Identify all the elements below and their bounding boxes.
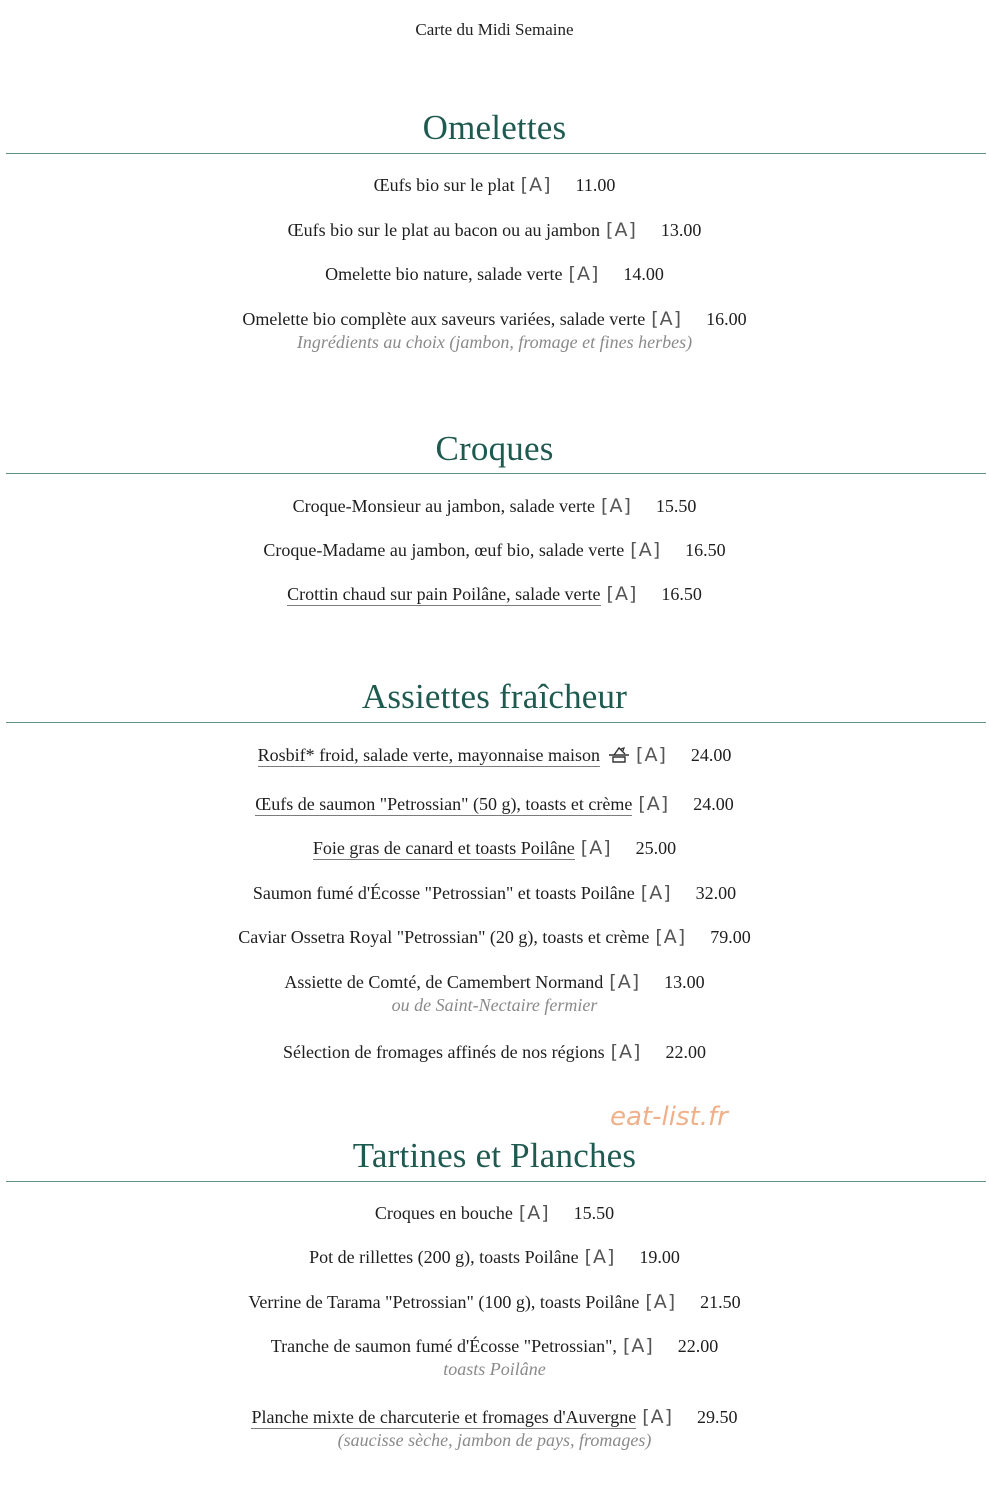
item-price: 24.00 bbox=[693, 794, 734, 814]
menu-item bbox=[0, 970, 989, 1016]
allergen-marker: [A] bbox=[568, 263, 600, 285]
item-price: 16.50 bbox=[685, 540, 726, 560]
item-name: Croque-Madame au jambon, œuf bio, salade verte bbox=[263, 540, 625, 560]
section-croques bbox=[0, 429, 989, 469]
allergen-marker: [A] bbox=[642, 1406, 674, 1428]
item-price: 24.00 bbox=[690, 745, 732, 765]
menu-item bbox=[0, 743, 989, 767]
menu-item bbox=[0, 1245, 989, 1269]
section-omelettes bbox=[0, 108, 989, 148]
allergen-marker: [A] bbox=[609, 971, 641, 993]
item-name: Verrine de Tarama "Petrossian" (100 g), toasts Poilâne bbox=[248, 1292, 640, 1312]
item-name: Œufs de saumon "Petrossian" (50 g), toasts et crème bbox=[255, 794, 633, 814]
allergen-marker: [A] bbox=[655, 926, 687, 948]
allergen-marker: [A] bbox=[584, 1246, 616, 1268]
menu-item bbox=[0, 836, 989, 860]
item-name: Sélection de fromages affinés de nos régions bbox=[283, 1042, 605, 1062]
item-name: Foie gras de canard et toasts Poilâne bbox=[312, 838, 575, 858]
section-divider bbox=[6, 1181, 986, 1182]
item-name: Saumon fumé d'Écosse "Petrossian" et toasts Poilâne bbox=[252, 883, 635, 903]
item-name: Assiette de Comté, de Camembert Normand bbox=[284, 972, 604, 992]
item-price: 22.00 bbox=[665, 1042, 706, 1062]
item-name: Rosbif* froid, salade verte, mayonnaise maison bbox=[257, 745, 601, 765]
menu-item bbox=[0, 1201, 989, 1225]
item-name: Œufs bio sur le plat au bacon ou au jambon bbox=[287, 220, 601, 240]
menu-item bbox=[0, 925, 989, 949]
menu-item bbox=[0, 494, 989, 518]
item-price: 15.50 bbox=[573, 1203, 615, 1223]
item-price: 14.00 bbox=[623, 264, 664, 284]
section-divider bbox=[6, 473, 986, 474]
item-name: Planche mixte de charcuterie et fromages d'Auvergne bbox=[251, 1407, 637, 1427]
menu-item bbox=[0, 1405, 989, 1451]
item-name: Crottin chaud sur pain Poilâne, salade verte bbox=[287, 584, 601, 604]
menu-item bbox=[0, 1334, 989, 1380]
item-name: Omelette bio complète aux saveurs variées, salade verte bbox=[242, 309, 646, 329]
item-price: 15.50 bbox=[655, 496, 697, 516]
item-name: Tranche de saumon fumé d'Écosse "Petrossian", bbox=[270, 1336, 617, 1356]
section-title: Croques bbox=[435, 429, 554, 468]
watermark: eat-list.fr bbox=[610, 1102, 728, 1132]
item-price: 13.00 bbox=[660, 220, 702, 240]
section-title: Omelettes bbox=[422, 108, 567, 147]
section-title: Tartines et Planches bbox=[352, 1136, 637, 1175]
item-price: 16.50 bbox=[661, 584, 702, 604]
item-name: Croque-Monsieur au jambon, salade verte bbox=[292, 496, 596, 516]
section-divider bbox=[6, 153, 986, 154]
item-description: ou de Saint-Nectaire fermier bbox=[391, 995, 598, 1015]
section-divider bbox=[6, 722, 986, 723]
allergen-marker: [A] bbox=[601, 495, 632, 517]
allergen-marker: [A] bbox=[645, 1291, 677, 1313]
item-description: (saucisse sèche, jambon de pays, fromages) bbox=[337, 1430, 652, 1450]
allergen-marker: [A] bbox=[651, 308, 683, 330]
allergen-marker: [A] bbox=[636, 744, 667, 766]
item-price: 11.00 bbox=[575, 175, 616, 195]
item-price: 16.00 bbox=[706, 309, 747, 329]
allergen-marker: [A] bbox=[518, 1202, 550, 1224]
menu-item bbox=[0, 792, 989, 816]
item-description: toasts Poilâne bbox=[443, 1359, 546, 1379]
menu-item bbox=[0, 173, 989, 197]
allergen-marker: [A] bbox=[630, 539, 662, 561]
menu-item bbox=[0, 1040, 989, 1064]
section-assiettes-fraicheur bbox=[0, 677, 989, 717]
item-name: Croques en bouche bbox=[374, 1203, 513, 1223]
item-name: Œufs bio sur le plat bbox=[373, 175, 515, 195]
allergen-marker: [A] bbox=[610, 1041, 642, 1063]
item-price: 29.50 bbox=[697, 1407, 738, 1427]
item-price: 21.50 bbox=[700, 1292, 741, 1312]
item-price: 19.00 bbox=[639, 1247, 680, 1267]
allergen-marker: [A] bbox=[580, 837, 612, 859]
menu-item bbox=[0, 307, 989, 353]
menu-item bbox=[0, 1290, 989, 1314]
allergen-marker: [A] bbox=[640, 882, 672, 904]
menu-item bbox=[0, 218, 989, 242]
item-price: 32.00 bbox=[695, 883, 737, 903]
menu-item bbox=[0, 538, 989, 562]
item-price: 25.00 bbox=[635, 838, 677, 858]
allergen-marker: [A] bbox=[520, 174, 552, 196]
item-name: Pot de rillettes (200 g), toasts Poilâne bbox=[309, 1247, 579, 1267]
allergen-marker: [A] bbox=[606, 219, 637, 241]
chef-hat-icon bbox=[608, 745, 630, 765]
item-name: Caviar Ossetra Royal "Petrossian" (20 g), toasts et crème bbox=[238, 927, 650, 947]
allergen-marker: [A] bbox=[606, 583, 638, 605]
item-description: Ingrédients au choix (jambon, fromage et fines herbes) bbox=[296, 332, 693, 352]
menu-item bbox=[0, 582, 989, 606]
menu-item bbox=[0, 262, 989, 286]
item-price: 22.00 bbox=[677, 1336, 719, 1356]
allergen-marker: [A] bbox=[622, 1335, 654, 1357]
section-tartines-et-planches bbox=[0, 1136, 989, 1176]
section-title: Assiettes fraîcheur bbox=[361, 677, 628, 716]
item-price: 79.00 bbox=[710, 927, 751, 947]
page-title: Carte du Midi Semaine bbox=[415, 20, 574, 39]
item-price: 13.00 bbox=[664, 972, 705, 992]
item-name: Omelette bio nature, salade verte bbox=[325, 264, 563, 284]
menu-item bbox=[0, 881, 989, 905]
allergen-marker: [A] bbox=[638, 793, 670, 815]
